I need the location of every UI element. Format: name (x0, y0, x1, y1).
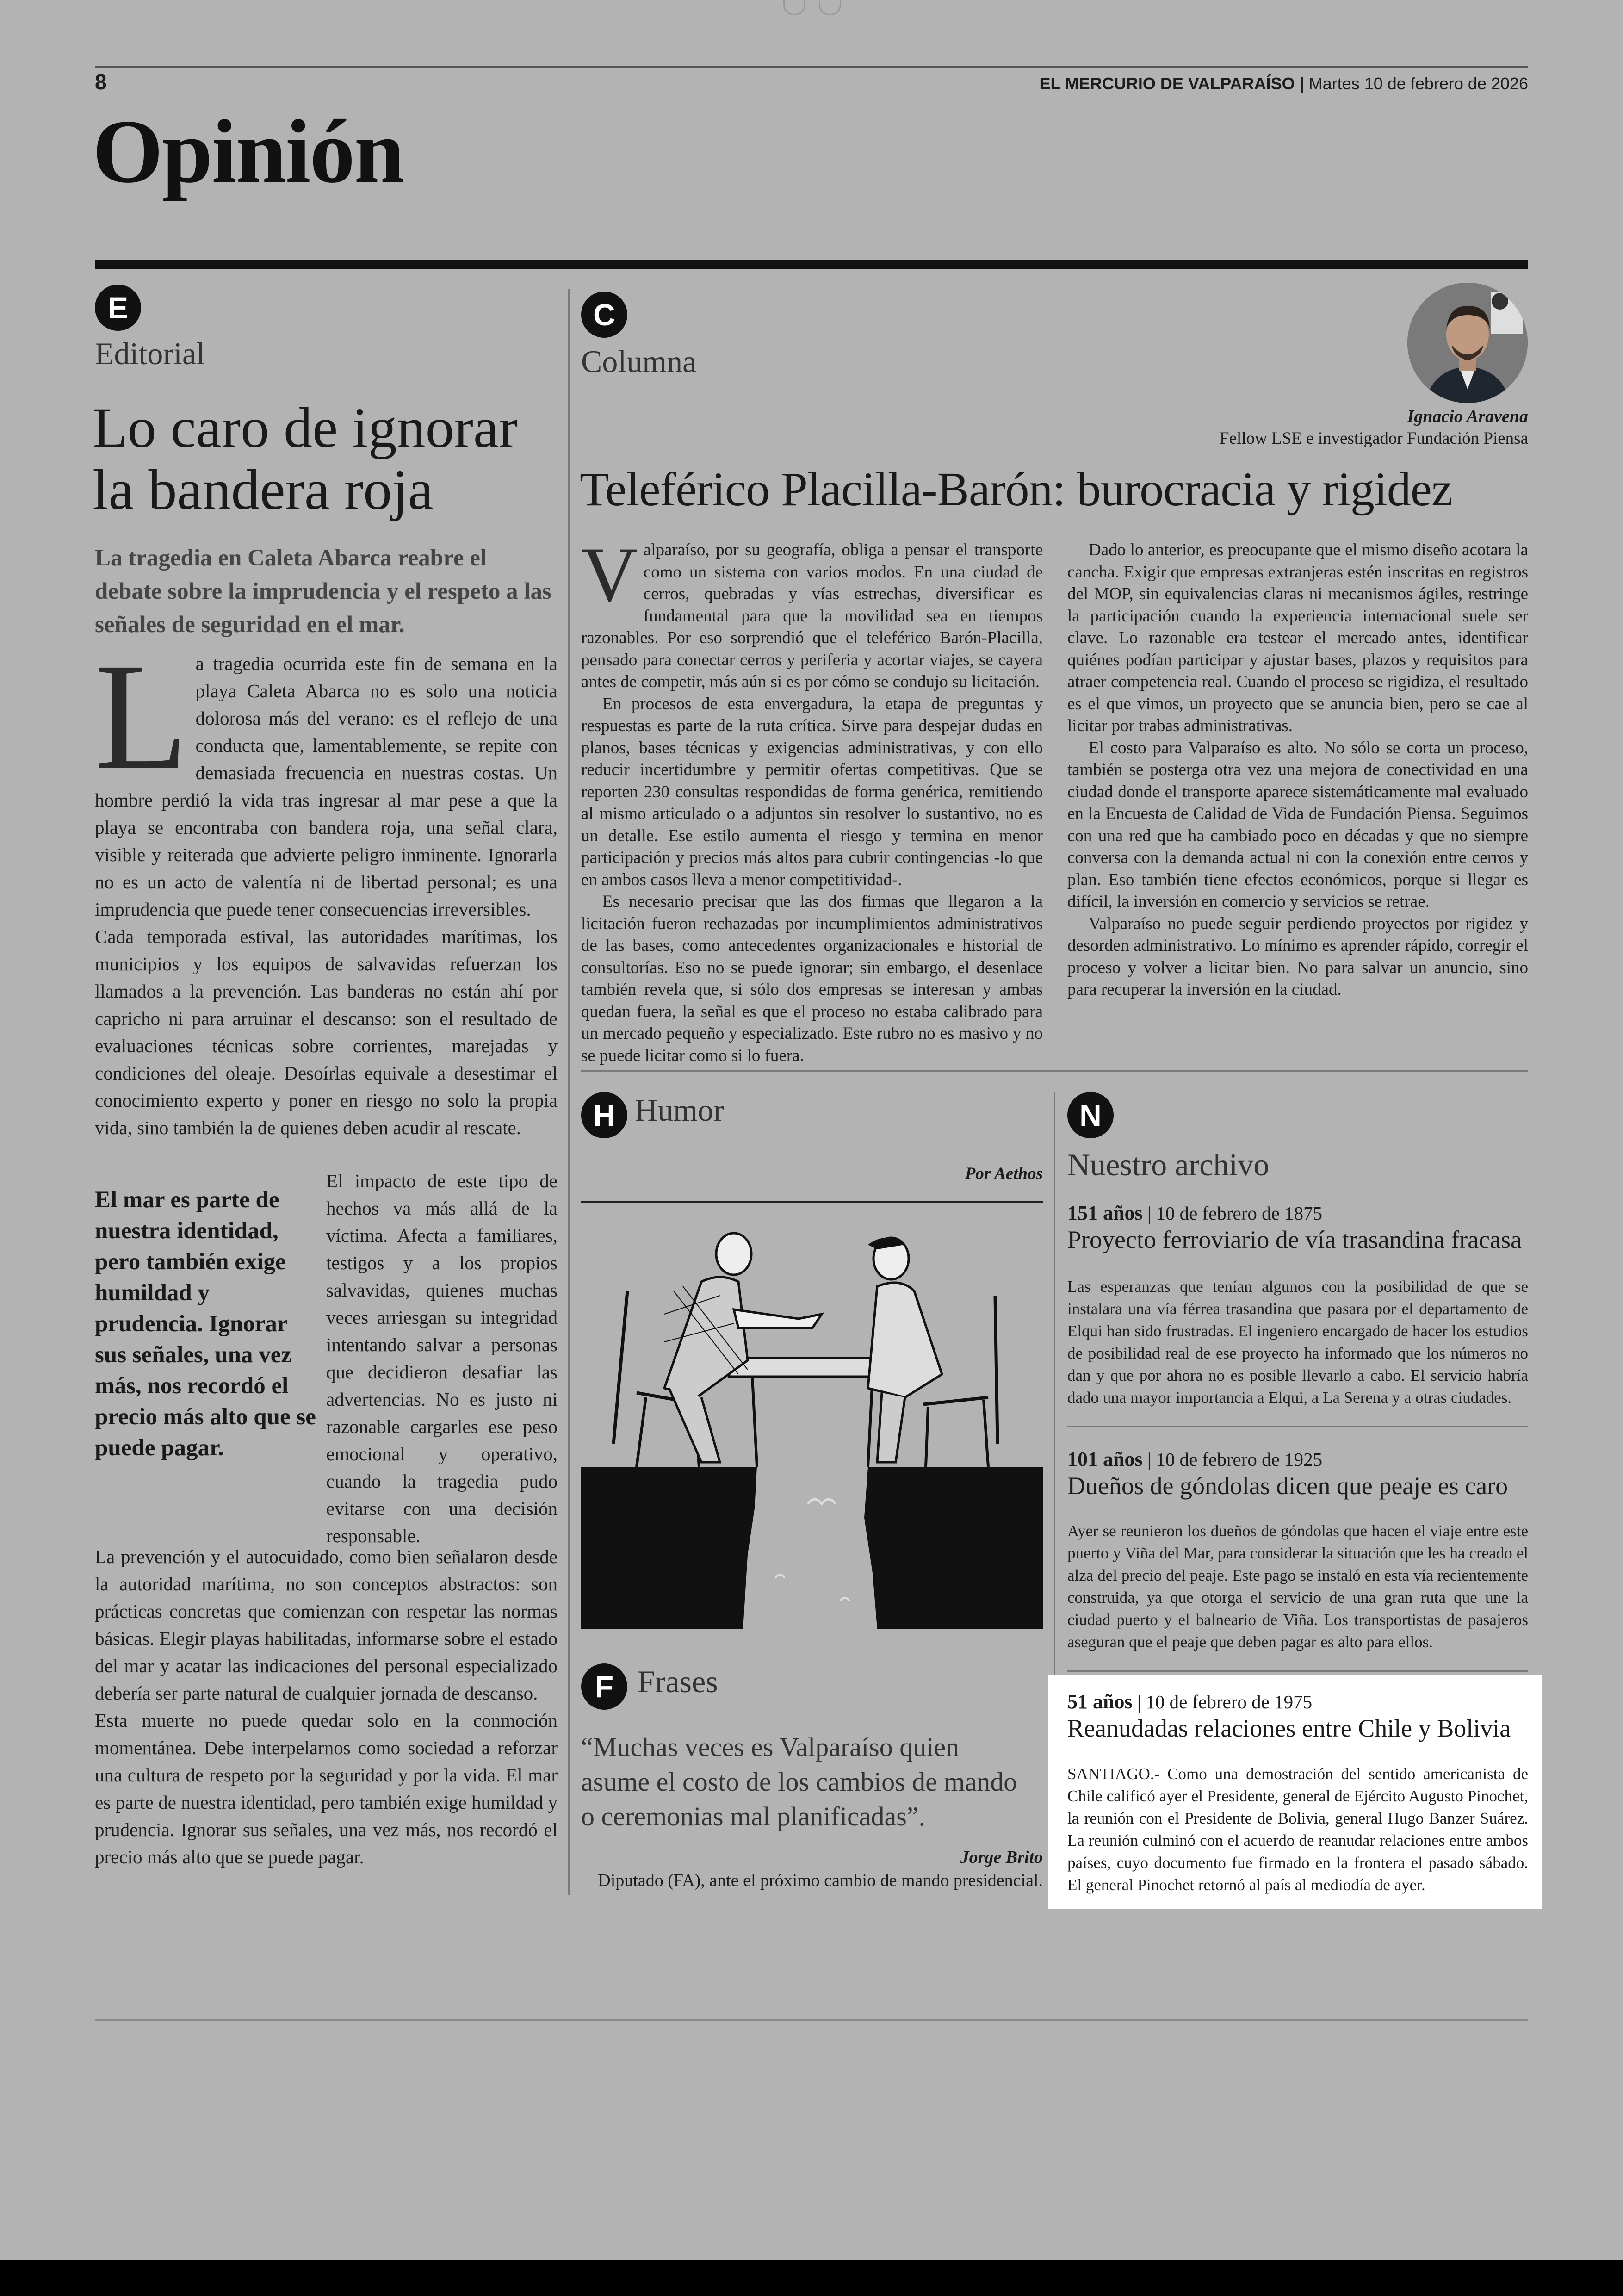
editorial-lead: La tragedia en Caleta Abarca reabre el debate sobre la imprudencia y el respeto a las señales de seguridad en el mar. (95, 545, 551, 638)
editorial-section-label: Editorial (95, 336, 205, 371)
masthead-separator: | (1299, 74, 1309, 93)
archive-item-2-headline: Dueños de góndolas dicen que peaje es caro (1067, 1472, 1508, 1500)
editorial-pullquote: El mar es parte de nuestra identidad, pero también exige humildad y prudencia. Ignorar sus señales, una vez más, nos recordó el precio más alto que se puede pagar. (95, 1187, 316, 1461)
archive-item-2-years: 101 años (1067, 1448, 1143, 1471)
author-portrait-icon (1407, 283, 1528, 403)
editorial-headline-line-1: Lo caro de ignorar (93, 396, 518, 459)
frases-quote: “Muchas veces es Valparaíso quien asume el costo de los cambios de mando o ceremonias mal planificadas”. (581, 1732, 1017, 1831)
archive-item-2-body: Ayer se reunieron los dueños de góndolas que hacen el viaje entre este puerto y Viña del Mar, para considerar la situación que les ha creado el alza del precio del peaje. Este pago se instaló en esta vía recientemente construida, ya que otorga el servicio de una gran ruta que une la ciudad puerto y el balneario de Viña. Los transportistas de pasajeros aseguran que el peaje que deben pagar es alto para ellos. (1067, 1522, 1528, 1651)
archive-item-1-body: Las esperanzas que tenían algunos con la posibilidad de que se instalara una vía férrea trasandina que pasara por el departamento de Elqui han sido frustradas. El ingeniero encargado de hacer los estudios de posibilidad real de ese proyecto ha informado que los números no dan y que por ahora no es posible llevarlo a cabo. El servicio habría dado una mayor importancia a Elqui, a La Serena y a otras ciudades. (1067, 1278, 1528, 1407)
publication-name: EL MERCURIO DE VALPARAÍSO (1039, 74, 1295, 93)
column-section-label: Columna (581, 344, 697, 379)
humor-badge-icon: H (581, 1092, 627, 1138)
editorial-badge-icon: E (95, 285, 141, 331)
humor-section-label: Humor (635, 1092, 724, 1128)
editorial-headline-line-2: la bandera roja (93, 458, 434, 521)
archive-rule-2 (1067, 1670, 1528, 1672)
section-thick-rule (95, 260, 1528, 269)
cartoon-illustration (581, 1222, 1043, 1629)
archive-item-1-sep: | (1147, 1203, 1156, 1224)
editorial-paragraph-5: Esta muerte no puede quedar solo en la conmoción momentánea. Debe interpelarnos como sociedad a reforzar una cultura de respeto por la seguridad y por la vida. El mar es parte de nuestra identidad, pero también exige humildad y prudencia. Ignorar sus señales, una vez más, nos recordó el precio más alto que se puede pagar. (95, 1710, 558, 1868)
column-headline: Teleférico Placilla-Barón: burocracia y rigidez (580, 463, 1453, 516)
editorial-body-top (95, 632, 558, 1142)
archive-item-2-dateline (1067, 1447, 1322, 1471)
archive-item-3-dateline (1067, 1690, 1312, 1713)
column-paragraph-3: Es necesario precisar que las dos firmas que llegaron a la licitación fueron rechazadas por incumplimientos administrativos de las bases, como antecedentes organizacionales e historial de consultorías. Eso no se puede ignorar; sin embargo, el desenlace también revela que, si sólo dos empresas se interesan y ambas quedan fuera, la señal es que el proceso no estaba calibrado para un mercado pequeño y especializado. Este rubro no es masivo y no se puede licitar como si lo fuera. (581, 892, 1043, 1065)
page-number: 8 (95, 70, 107, 94)
frases-badge-icon: F (581, 1663, 627, 1710)
editorial-headline (93, 397, 518, 521)
archive-item-2-date: 10 de febrero de 1925 (1156, 1449, 1323, 1470)
editorial-paragraph-2: Cada temporada estival, las autoridades marítimas, los municipios y los equipos de salvavidas refuerzan los llamados a la prevención. Las banderas no están ahí por capricho ni para arruinar el descanso: son el resultado de evaluaciones técnicas sobre corrientes, marejadas y condiciones del oleaje. Desoírlas equivale a desestimar el conocimiento experto y poner en riesgo no solo la propia vida, sino también la de quienes deben acudir al rescate. (95, 926, 558, 1138)
column-dropcap: V (581, 531, 638, 618)
editorial-dropcap: L (95, 632, 188, 801)
page-bottom-rule (95, 2019, 1528, 2021)
frases-section-label: Frases (638, 1664, 718, 1699)
editorial-column-divider (568, 289, 570, 1895)
archive-item-2-sep: | (1147, 1449, 1156, 1470)
archive-rule-1 (1067, 1426, 1528, 1427)
column-body-right (1067, 539, 1528, 1001)
editorial-paragraph-3: El impacto de este tipo de hechos va más allá de la víctima. Afecta a familiares, testigos y a los propios salvavidas, quienes muchas veces arriesgan su integridad intentando salvar a personas que decidieron desafiar las advertencias. No es justo ni razonable cargarles ese peso emocional y operativo, cuando la tragedia pudo evitarse con una decisión responsable. (326, 1170, 558, 1546)
column-paragraph-2: En procesos de esta envergadura, la etapa de preguntas y respuestas es parte de la ruta crítica. Sirve para despejar dudas en planos, bases técnicas y exigencias administrativas, y con ello reducir incertidumbre y permitir ofertas competitivas. Que se reporten 230 consultas respondidas de forma genérica, remitiendo al mismo articulado o a adjuntos sin resolver lo sustantivo, no es un detalle. Ese estilo aumenta el riesgo y termina en menor participación y precios más altos para cubrir contingencias -lo que en ambos casos lleva a menor competitividad-. (581, 694, 1043, 889)
editorial-body-bottom (95, 1543, 558, 1871)
archive-item-3-date: 10 de febrero de 1975 (1146, 1691, 1313, 1713)
column-paragraph-1: Valparaíso, por su geografía, obliga a pensar el transporte como un sistema con varios modos. En una ciudad de cerros, quebradas y vías estrechas, diversificar es fundamental para que la movilidad sea en tiempos razonables. Por eso sorprendió que el teleférico Barón-Placilla, pensado para conectar cerros y periferia y acortar viajes, se cayera antes de competir, más aún si es por cómo se condujo su licitación. (581, 531, 1043, 691)
column-paragraph-4: Dado lo anterior, es preocupante que el mismo diseño acotara la cancha. Exigir que empresas extranjeras estén inscritas en registros del MOP, sin equivalencias claras ni mecanismos ágiles, restringe la participación cuando la experiencia internacional suele ser clave. Lo razonable era testear el mercado antes, identificar quiénes podían participar y ajustar bases, plazos y requisitos para atraer competencia real. Cuando el proceso se rigidiza, el resultado es el que vimos, un proyecto que se anuncia bien, pero se cae al licitar por trabas administrativas. (1067, 540, 1528, 735)
column-badge-icon: C (581, 292, 627, 338)
top-rule (95, 66, 1528, 68)
humor-cartoon (581, 1222, 1043, 1629)
column-body-left (581, 531, 1043, 1067)
author-photo (1407, 283, 1528, 403)
frases-author: Jorge Brito (960, 1848, 1043, 1867)
column-paragraph-5: El costo para Valparaíso es alto. No sólo se corta un proceso, también se posterga otra vez una mejora de conectividad en una ciudad donde el transporte aparece sistemáticamente mal evaluado en la Encuesta de Calidad de Vida de Fundación Piensa. Seguimos con una red que ha cambiado poco en décadas y que no siempre conversa con la demanda actual ni con la conexión entre cerros y plan. Eso también tiene efectos económicos, porque si llegar es difícil, la inversión en comercio y servicios se retrae. (1067, 738, 1528, 911)
archive-item-3-years: 51 años (1067, 1690, 1133, 1713)
editorial-paragraph-3-wrap (326, 1167, 558, 1550)
archive-item-1-headline: Proyecto ferroviario de vía trasandina fracasa (1067, 1226, 1522, 1253)
editorial-paragraph-1: La tragedia ocurrida este fin de semana en la playa Caleta Abarca no es solo una noticia dolorosa más del verano: es el reflejo de una conducta que, lamentablemente, se repite con demasiada frecuencia en nuestras costas. Un hombre perdió la vida tras ingresar al mar pese a que la playa se encontraba con bandera roja, una señal clara, visible y reiterada que advierte peligro inminente. Ignorarla no es un acto de valentía ni de libertad personal; es una imprudencia que puede tener consecuencias irreversibles. (95, 632, 558, 920)
archive-item-3-sep: | (1137, 1691, 1146, 1713)
masthead-line (1040, 74, 1528, 93)
viewer-bottom-bar (0, 2260, 1623, 2296)
archive-item-3-headline: Reanudadas relaciones entre Chile y Bolivia (1067, 1714, 1511, 1742)
archive-item-3-body: SANTIAGO.- Como una demostración del sentido americanista de Chile calificó ayer el Presidente, general de Ejército Augusto Pinochet, la reunión con el Presidente de Bolivia, general Hugo Banzer Suárez. La reunión culminó con el acuerdo de reanudar relaciones entre ambos países, cuyo documento fue firmado en la frontera el pasado sábado. El general Pinochet retornó al país al mediodía de ayer. (1067, 1765, 1528, 1894)
archive-item-1-dateline (1067, 1201, 1322, 1225)
next-page-icon[interactable] (819, 0, 841, 15)
humor-rule (581, 1201, 1043, 1203)
column-author-name: Ignacio Aravena (1407, 407, 1528, 426)
publication-date: Martes 10 de febrero de 2026 (1308, 74, 1528, 93)
humor-credit: Por Aethos (965, 1164, 1043, 1183)
column-paragraph-6: Valparaíso no puede seguir perdiendo proyectos por rigidez y desorden administrativo. Lo mínimo es aprender rápido, corregir el proceso y volver a licitar bien. No para salvar un anuncio, sino para recuperar la inversión en la ciudad. (1067, 914, 1528, 999)
column-bottom-rule (581, 1070, 1528, 1072)
frases-role: Diputado (FA), ante el próximo cambio de mando presidencial. (598, 1871, 1043, 1890)
archive-item-1-date: 10 de febrero de 1875 (1156, 1203, 1323, 1224)
archive-item-1-years: 151 años (1067, 1202, 1143, 1224)
prev-page-icon[interactable] (783, 0, 805, 15)
archive-badge-icon: N (1067, 1092, 1114, 1138)
editorial-paragraph-4: La prevención y el autocuidado, como bien señalaron desde la autoridad marítima, no son conceptos abstractos: son prácticas concretas que comienzan con respetar las normas básicas. Elegir playas habilitadas, informarse sobre el estado del mar y acatar las indicaciones del personal especializado debería ser parte natural de cualquier jornada de descanso. (95, 1546, 558, 1704)
section-title: Opinión (93, 101, 404, 202)
archive-section-label: Nuestro archivo (1067, 1147, 1270, 1182)
column-author-role: Fellow LSE e investigador Fundación Piensa (1220, 429, 1528, 448)
